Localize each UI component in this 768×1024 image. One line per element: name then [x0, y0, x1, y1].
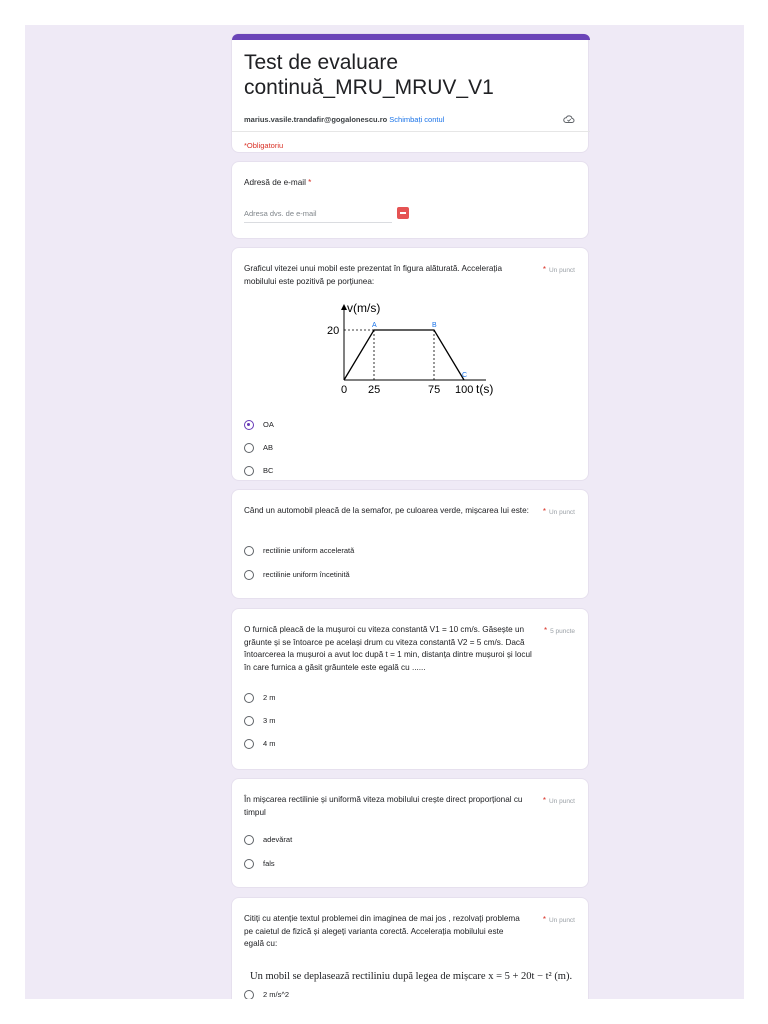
question-card-2: [231, 489, 589, 599]
required-star: *: [542, 915, 546, 924]
email-underline: [244, 222, 392, 223]
option-label: adevărat: [263, 835, 293, 844]
question-card-4: [231, 778, 589, 888]
required-star: *: [308, 178, 312, 187]
question-text: Citiți cu atenție textul problemei din imaginea de mai jos , rezolvați problema pe caietul de fizică și alegeți varianta corectă. Accelerația mobilului este egală cu:: [244, 914, 520, 948]
email-card: [231, 161, 589, 239]
x-tick-label: 25: [368, 384, 381, 396]
required-star: *: [543, 626, 548, 635]
problem-image-text: Un mobil se deplasează rectiliniu după legea de mișcare x = 5 + 20t − t² (m).: [250, 971, 573, 982]
header-divider: [232, 131, 590, 132]
option-label: 4 m: [263, 739, 276, 748]
velocity-series-line: [344, 330, 464, 380]
radio[interactable]: [244, 859, 254, 869]
points-label: [543, 915, 575, 924]
option-label: BC: [263, 466, 274, 475]
points-value: Un punct: [548, 798, 575, 805]
points-label: [543, 796, 575, 805]
option-label: OA: [263, 420, 274, 429]
option-label: fals: [263, 859, 275, 868]
x-tick-label: 100: [455, 384, 474, 396]
question-text: Graficul vitezei unui mobil este prezentat în figura alăturată. Accelerația mobilului este pozitivă pe porțiunea:: [244, 264, 503, 286]
point-label-c: C: [462, 372, 468, 379]
points-label: [543, 507, 575, 516]
radio[interactable]: [244, 466, 254, 476]
email-label: Adresă de e-mail: [244, 178, 306, 187]
option-label: 2 m/s^2: [263, 990, 290, 999]
required-star: *: [542, 265, 546, 274]
form-background: [25, 25, 744, 999]
error-icon: [397, 207, 409, 219]
points-label: [543, 265, 575, 274]
required-star: *: [542, 507, 546, 516]
radio[interactable]: [244, 835, 254, 845]
question-card-3: [231, 608, 589, 770]
y-tick-label: 20: [327, 325, 340, 337]
email-question: [244, 177, 311, 190]
account-line: [244, 115, 444, 124]
radio[interactable]: [244, 739, 254, 749]
question-card-1: [231, 247, 589, 481]
account-email: marius.vasile.trandafir@gogalonescu.ro: [244, 115, 388, 124]
cloud-saved-icon: [563, 114, 575, 124]
option-label: rectilinie uniform accelerată: [263, 546, 355, 555]
radio[interactable]: [244, 546, 254, 556]
points-value: 5 puncte: [550, 628, 575, 635]
required-note: *Obligatoriu: [244, 141, 284, 150]
option-label: 3 m: [263, 716, 276, 725]
question-card-5: [231, 897, 589, 999]
radio[interactable]: [244, 570, 254, 580]
points-value: Un punct: [548, 509, 575, 516]
form-title: Test de evaluare continuă_MRU_MRUV_V1: [244, 51, 494, 99]
form-header-card: [231, 33, 589, 153]
radio[interactable]: [244, 693, 254, 703]
option-label: AB: [263, 443, 274, 452]
point-label-b: B: [432, 322, 437, 329]
required-star: *: [542, 796, 546, 805]
point-label-a: A: [372, 322, 377, 329]
accent-bar: [232, 34, 590, 40]
question-text: În mișcarea rectilinie și uniformă viteza mobilului crește direct proporțional cu timpul: [244, 795, 523, 817]
switch-account-link[interactable]: Schimbați contul: [389, 115, 445, 124]
question-text: O furnică pleacă de la mușuroi cu viteza constantă V1 = 10 cm/s. Găsește un grăunte și se întoarce pe același drum cu viteza constantă V2 = 5 cm/s. Dacă întoarcerea la mușuroi a avut loc după t = 1 min, distanța dintre mușuroi și locul în care furnica a găsit grăuntele este egală cu ......: [244, 625, 532, 672]
radio[interactable]: [244, 716, 254, 726]
points-value: Un punct: [548, 267, 575, 274]
x-tick-label: 75: [428, 384, 441, 396]
points-label: [544, 626, 575, 635]
option-label: rectilinie uniform încetinită: [263, 570, 350, 579]
points-value: Un punct: [548, 917, 575, 924]
radio-selected[interactable]: [244, 420, 254, 430]
radio[interactable]: [244, 990, 254, 999]
option-label: 2 m: [263, 693, 276, 702]
radio[interactable]: [244, 443, 254, 453]
email-field[interactable]: Adresa dvs. de e-mail: [244, 209, 317, 218]
y-axis-label: v(m/s): [347, 301, 381, 315]
velocity-time-chart: [314, 300, 514, 410]
x-axis-label: t(s): [476, 382, 494, 396]
x-tick-label: 0: [341, 384, 348, 396]
question-text: Când un automobil pleacă de la semafor, pe culoarea verde, mișcarea lui este:: [244, 506, 529, 515]
